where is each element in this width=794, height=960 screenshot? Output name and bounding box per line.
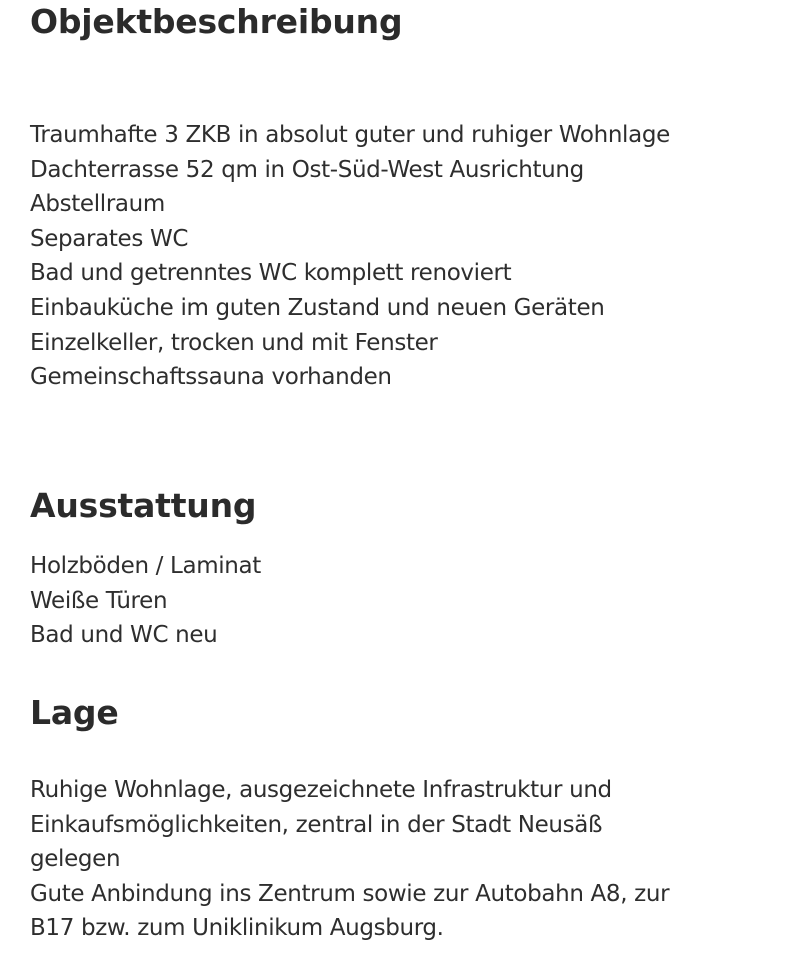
- objektbeschreibung-text: [30, 118, 770, 395]
- text-line: Einbauküche im guten Zustand und neuen Geräten: [30, 294, 605, 321]
- ausstattung-text: [30, 549, 770, 653]
- lage-text: [30, 773, 770, 946]
- text-line: Bad und getrenntes WC komplett renoviert: [30, 260, 512, 287]
- text-line: Ruhige Wohnlage, ausgezeichnete Infrastruktur und: [30, 777, 612, 803]
- text-line: Dachterrasse 52 qm in Ost-Süd-West Ausrichtung: [30, 156, 584, 183]
- text-line: Traumhafte 3 ZKB in absolut guter und ruhiger Wohnlage: [30, 122, 670, 148]
- text-line: Bad und WC neu: [30, 622, 218, 649]
- text-line: Einzelkeller, trocken und mit Fenster: [30, 329, 438, 356]
- section-ausstattung: [30, 484, 770, 528]
- text-line: Einkaufsmöglichkeiten, zentral in der Stadt Neusäß: [30, 811, 603, 838]
- text-line: gelegen: [30, 846, 121, 873]
- text-line: Separates WC: [30, 225, 189, 252]
- heading-ausstattung: Ausstattung: [30, 486, 257, 525]
- text-line: Gute Anbindung ins Zentrum sowie zur Autobahn A8, zur: [30, 880, 670, 907]
- section-objektbeschreibung: [30, 0, 770, 44]
- text-line: Abstellraum: [30, 191, 165, 218]
- heading-lage: Lage: [30, 693, 119, 732]
- text-line: Weiße Türen: [30, 587, 168, 614]
- section-lage: [30, 691, 770, 735]
- heading-objektbeschreibung: Objektbeschreibung: [30, 2, 403, 41]
- text-line: Gemeinschaftssauna vorhanden: [30, 364, 392, 391]
- text-line: B17 bzw. zum Uniklinikum Augsburg.: [30, 915, 444, 942]
- text-line: Holzböden / Laminat: [30, 553, 261, 579]
